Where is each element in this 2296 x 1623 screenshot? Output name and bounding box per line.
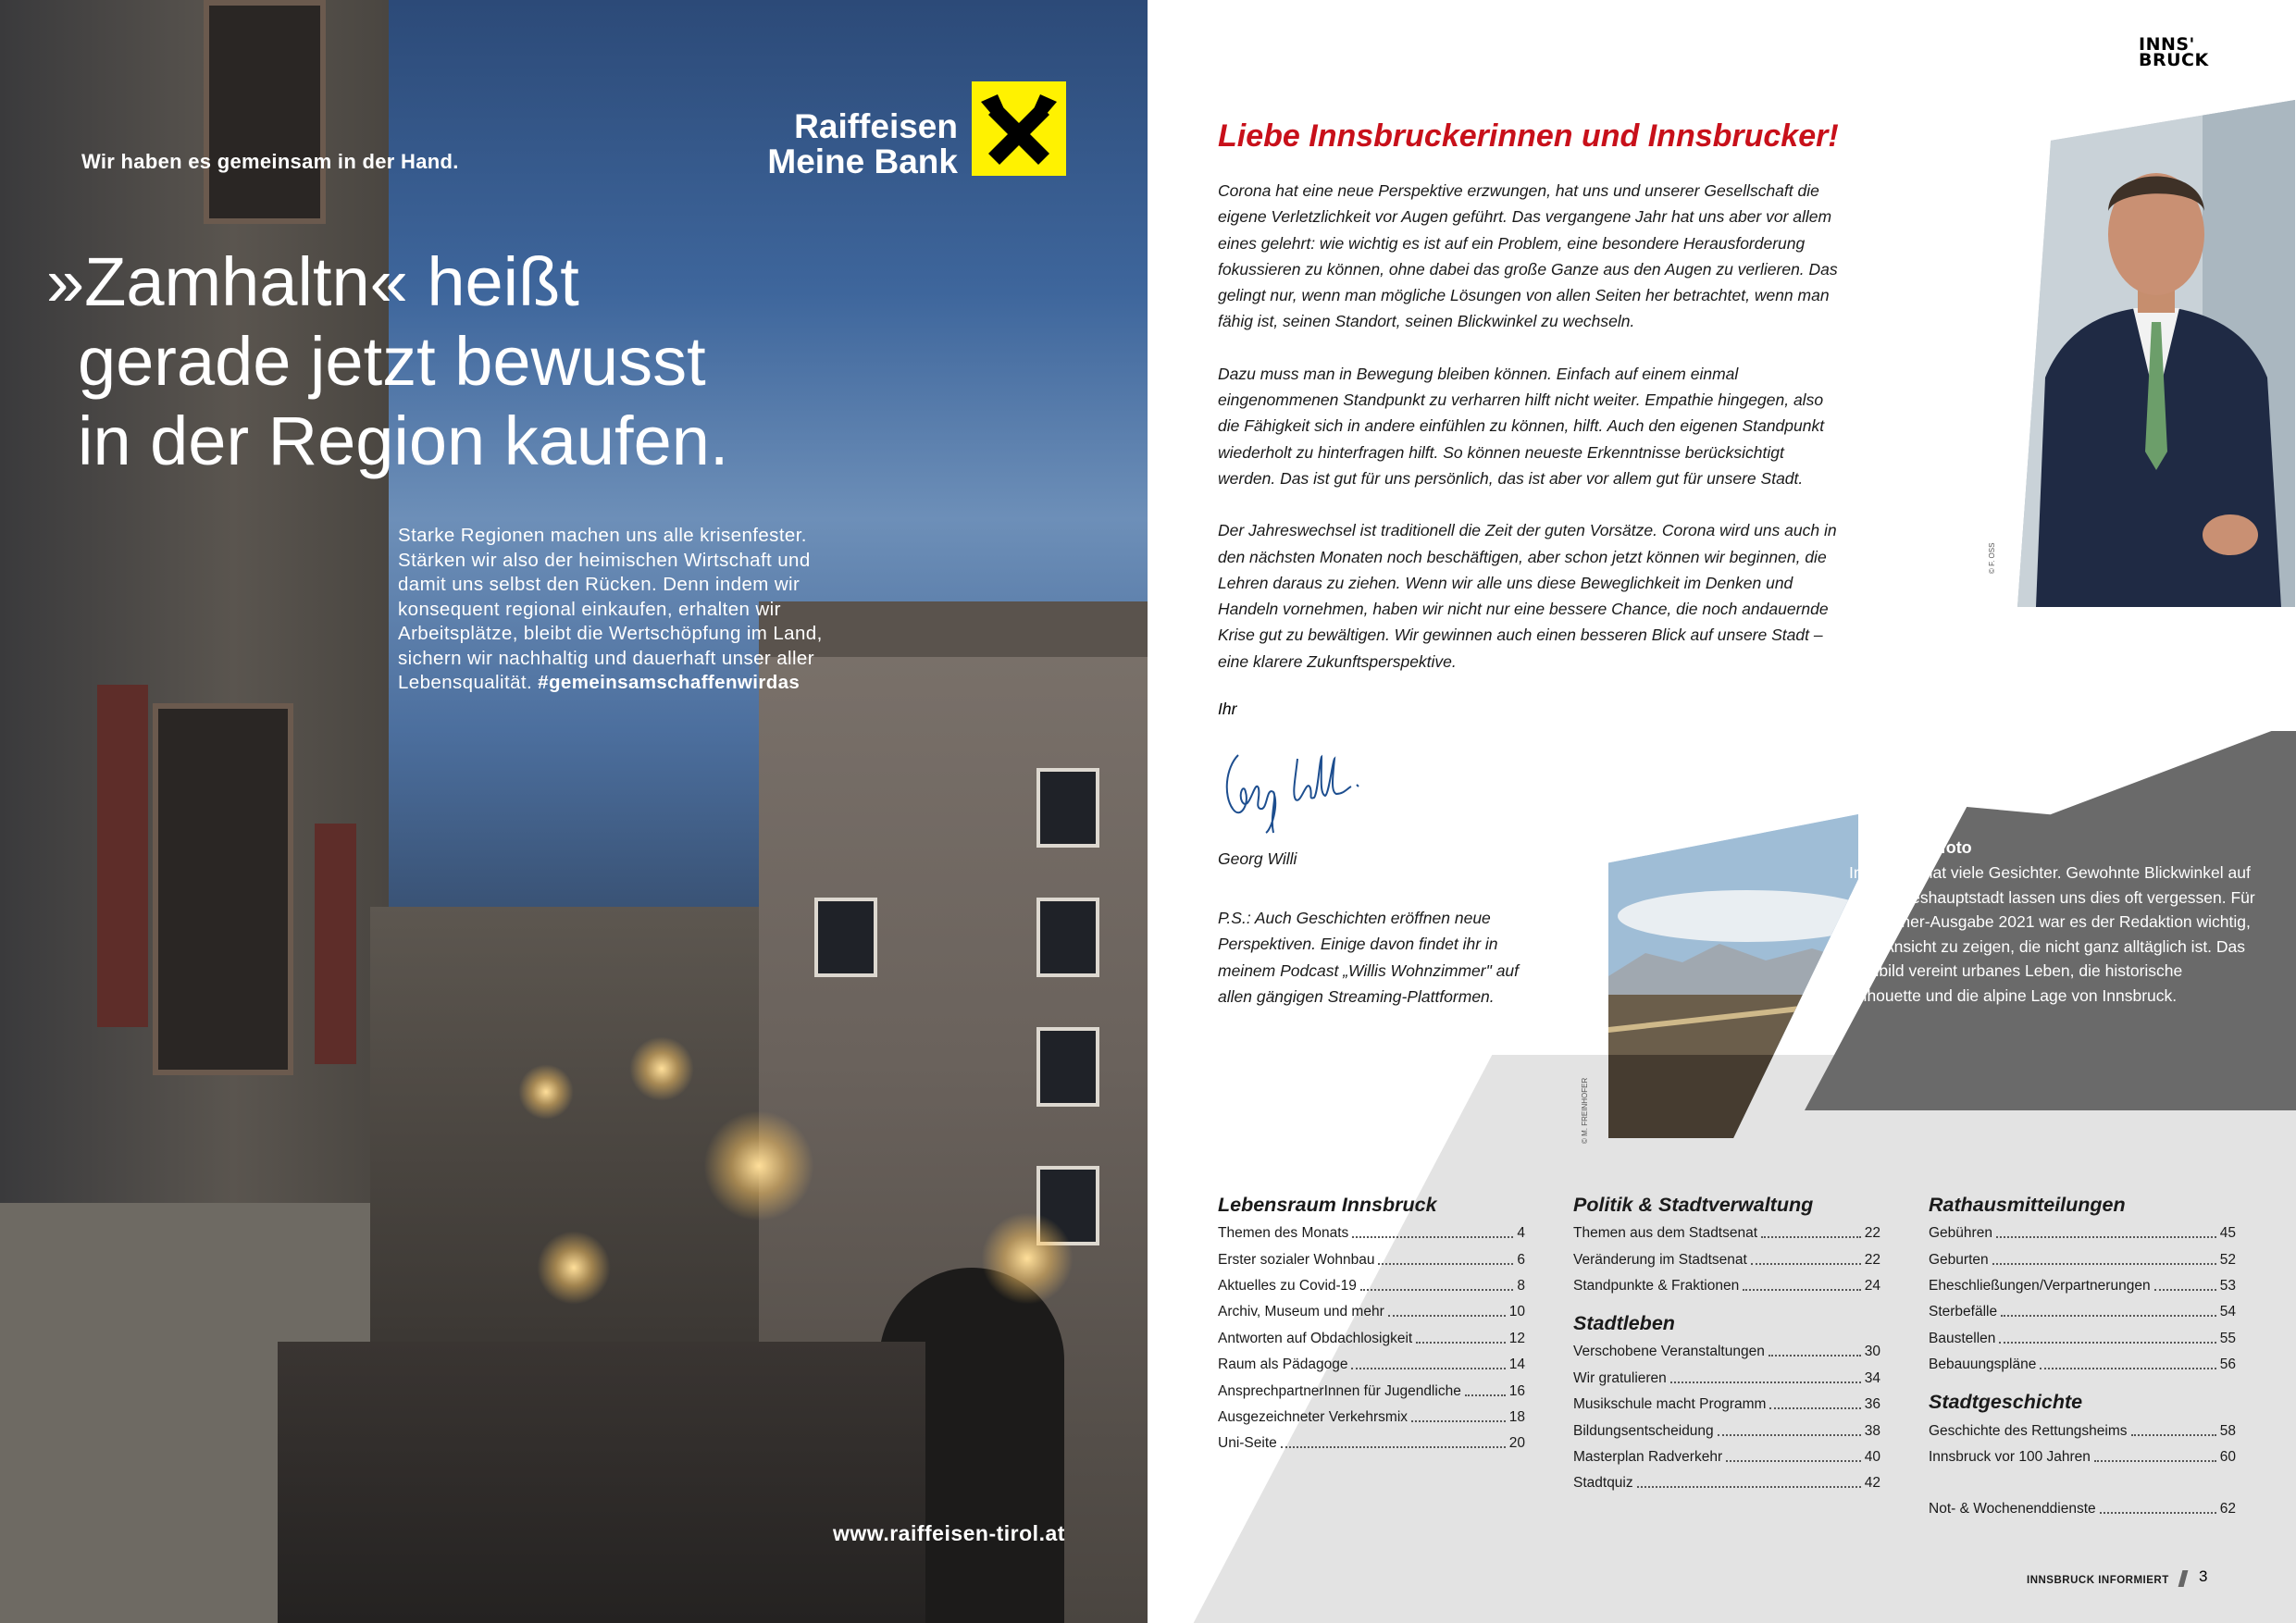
toc-entry-title: Not- & Wochenenddienste bbox=[1929, 1501, 2096, 1518]
letter-paragraph-1: Corona hat eine neue Perspektive erzwungen, hat uns und unserer Gesellschaft die eigene Verletzlichkeit vor Augen geführt. Das vergangene Jahr hat uns aber vor allem eines gelehrt: wie wichtig es ist auf ein Problem, eine besondere Herausforderung fokussieren zu können, ohne dabei das große Ganze aus den Augen zu verlieren. Das gelingt nur, wenn man mögliche Lösungen von allen Seiten her betrachtet, wenn man fähig ist, seinen Standort, seinen Blickwinkel zu wechseln. bbox=[1218, 181, 1838, 331]
toc-entry-leader bbox=[1388, 1315, 1506, 1317]
toc-entry[interactable] bbox=[1573, 1220, 1880, 1246]
toc-entry-title: Masterplan Radverkehr bbox=[1573, 1448, 1723, 1465]
toc-entry-leader bbox=[1769, 1407, 1860, 1409]
logo-line-1: Raiffeisen bbox=[794, 107, 958, 145]
toc-entry[interactable] bbox=[1218, 1431, 1525, 1456]
toc-entry-leader bbox=[1360, 1289, 1513, 1291]
toc-entry-leader bbox=[1281, 1446, 1506, 1448]
toc-entry-title: Eheschließungen/Verpartnerungen bbox=[1929, 1277, 2151, 1294]
toc-entry-leader bbox=[1992, 1263, 2216, 1265]
toc-entry-leader bbox=[1411, 1420, 1506, 1422]
toc-entry-leader bbox=[1416, 1342, 1506, 1344]
toc-entry-title: Antworten auf Obdachlosigkeit bbox=[1218, 1330, 1413, 1346]
toc-entry-title: Sterbefälle bbox=[1929, 1304, 1998, 1320]
toc-entry[interactable] bbox=[1573, 1418, 1880, 1443]
ad-tagline: Wir haben es gemeinsam in der Hand. bbox=[81, 150, 459, 173]
toc-entry-title: Innsbruck vor 100 Jahren bbox=[1929, 1448, 2091, 1465]
toc-entry-leader bbox=[1351, 1368, 1505, 1369]
toc-entry-page: 6 bbox=[1517, 1251, 1525, 1268]
toc-entry-leader bbox=[1465, 1394, 1506, 1396]
toc-entry[interactable] bbox=[1573, 1470, 1880, 1496]
toc-column-politik bbox=[1573, 1194, 1880, 1497]
ad-url-link[interactable]: www.raiffeisen-tirol.at bbox=[833, 1521, 1065, 1545]
toc-entry-leader bbox=[1999, 1342, 2215, 1344]
toc-entry-page: 45 bbox=[2219, 1225, 2236, 1242]
toc-entry-leader bbox=[1996, 1236, 2216, 1238]
toc-column-rathaus bbox=[1929, 1194, 2236, 1523]
logo-line-2: Meine Bank bbox=[767, 142, 958, 180]
toc-entry-title: Bildungsentscheidung bbox=[1573, 1422, 1714, 1439]
toc-entry-page: 54 bbox=[2219, 1304, 2236, 1320]
toc-entry[interactable] bbox=[1218, 1326, 1525, 1352]
toc-entry-leader bbox=[1769, 1355, 1861, 1357]
toc-entry-leader bbox=[2001, 1315, 2216, 1317]
headline-line-1: »Zamhaltn« heißt bbox=[46, 243, 579, 320]
ad-hashtag: #gemeinsamschaffenwirdas bbox=[538, 672, 800, 693]
raiffeisen-logo-text bbox=[754, 109, 958, 180]
toc-entry-title: Raum als Pädagoge bbox=[1218, 1357, 1348, 1373]
toc-entry[interactable] bbox=[1929, 1273, 2236, 1299]
toc-entry[interactable] bbox=[1218, 1273, 1525, 1299]
toc-entry[interactable] bbox=[1929, 1496, 2236, 1522]
toc-column-lebensraum bbox=[1218, 1194, 1525, 1457]
toc-entry-leader bbox=[2094, 1460, 2216, 1462]
toc-entry[interactable] bbox=[1218, 1246, 1525, 1272]
toc-entry[interactable] bbox=[1929, 1220, 2236, 1246]
toc-entry-page: 55 bbox=[2219, 1330, 2236, 1346]
toc-entry[interactable] bbox=[1573, 1392, 1880, 1418]
toc-entry-title: Geschichte des Rettungsheims bbox=[1929, 1422, 2128, 1439]
toc-entry-page: 16 bbox=[1508, 1382, 1525, 1399]
headline-line-3: in der Region kaufen. bbox=[78, 403, 729, 479]
wordmark-line-2: BRUCK bbox=[2139, 50, 2209, 70]
toc-entry[interactable] bbox=[1573, 1273, 1880, 1299]
toc-entry-title: Geburten bbox=[1929, 1251, 1989, 1268]
toc-entry-page: 42 bbox=[1864, 1475, 1880, 1492]
toc-entry-title: Themen aus dem Stadtsenat bbox=[1573, 1225, 1758, 1242]
toc-entry[interactable] bbox=[1218, 1352, 1525, 1378]
toc-entry-page: 40 bbox=[1864, 1448, 1880, 1465]
footer-slash bbox=[2178, 1570, 2188, 1587]
street-illustration bbox=[278, 1342, 925, 1623]
toc-entry-page: 4 bbox=[1517, 1225, 1525, 1242]
mayor-portrait-photo bbox=[2017, 100, 2295, 607]
toc-entry[interactable] bbox=[1218, 1299, 1525, 1325]
toc-entry-page: 8 bbox=[1517, 1277, 1525, 1294]
innsbruck-wordmark bbox=[2139, 34, 2209, 70]
toc-entry-page: 58 bbox=[2219, 1422, 2236, 1439]
ad-headline bbox=[46, 242, 728, 481]
toc-entry-leader bbox=[2154, 1289, 2216, 1291]
toc-entry-page: 36 bbox=[1864, 1396, 1880, 1413]
ad-body-text bbox=[398, 524, 842, 696]
toc-entry-leader bbox=[1352, 1236, 1513, 1238]
letter-paragraph-3: Der Jahreswechsel ist traditionell die Zeit der guten Vorsätze. Corona wird uns auch in den nächsten Monaten noch beschäftigen, aber schon jetzt können wir beginnen, die Lehren daraus zu ziehen. Wenn wir alle uns diese Beweglichkeit im Denken und Handeln vornehmen, haben wir nicht nur eine bessere Chance, die noch andauernde Krise gut zu bewältigen. Wir gewinnen auch einen besseren Blick auf unsere Stadt – eine klarere Zukunftsperspektive. bbox=[1218, 521, 1837, 671]
toc-entry[interactable] bbox=[1929, 1326, 2236, 1352]
page-footer bbox=[2027, 1570, 2197, 1586]
toc-entry[interactable] bbox=[1929, 1352, 2236, 1378]
toc-entry[interactable] bbox=[1218, 1405, 1525, 1431]
toc-entry-page: 60 bbox=[2219, 1448, 2236, 1465]
toc-entry-title: Uni-Seite bbox=[1218, 1435, 1277, 1452]
cover-photo-description: Innsbruck hat viele Gesichter. Gewohnte Blickwinkel auf die Landeshauptstadt lassen uns dies oft vergessen. Für die Jänner-Ausgabe 2021 war es der Redaktion wichtig, eine Ansicht zu zeigen, die nicht ganz alltäglich ist. Das Titelbild vereint urbanes Leben, die historische Silhouette und die alpine Lage von Innsbruck. bbox=[1849, 863, 2255, 1005]
toc-entry-leader bbox=[1637, 1486, 1861, 1488]
toc-entry[interactable] bbox=[1573, 1444, 1880, 1470]
letter-closing: Ihr bbox=[1218, 700, 1237, 718]
toc-entry-leader bbox=[1751, 1263, 1861, 1265]
toc-entry-title: Stadtquiz bbox=[1573, 1475, 1633, 1492]
cover-photo-heading: Das Titelfoto bbox=[1871, 838, 1972, 857]
toc-entry-page: 34 bbox=[1864, 1369, 1880, 1386]
portrait-credit: © F. OSS bbox=[1988, 542, 1996, 574]
wordmark-line-1: INNS' bbox=[2139, 34, 2195, 55]
toc-entry-page: 52 bbox=[2219, 1251, 2236, 1268]
toc-entry-title: Wir gratulieren bbox=[1573, 1369, 1667, 1386]
toc-entry[interactable] bbox=[1573, 1339, 1880, 1365]
toc-entry-leader bbox=[1761, 1236, 1861, 1238]
toc-entry-page: 30 bbox=[1864, 1344, 1880, 1360]
toc-entry[interactable] bbox=[1573, 1246, 1880, 1272]
toc-entry-page: 38 bbox=[1864, 1422, 1880, 1439]
footer-label: INNSBRUCK INFORMIERT bbox=[2027, 1575, 2169, 1586]
toc-heading-politik: Politik & Stadtverwaltung bbox=[1573, 1194, 1814, 1216]
toc-entry-title: Standpunkte & Fraktionen bbox=[1573, 1277, 1740, 1294]
toc-heading-stadtgeschichte: Stadtgeschichte bbox=[1929, 1391, 2083, 1414]
toc-entry-page: 18 bbox=[1508, 1408, 1525, 1425]
toc-entry-leader bbox=[2040, 1368, 2215, 1369]
ad-body-copy: Starke Regionen machen uns alle krisenfester. Stärken wir also der heimischen Wirtschaft und damit uns selbst den Rücken. Denn indem wir konsequent regional einkaufen, erhalten wir Arbeitsplätze, bleibt die Wertschöpfung im Land, sichern wir nachhaltig und dauerhaft unser aller Lebensqualität. bbox=[398, 525, 823, 693]
toc-entry-page: 12 bbox=[1508, 1330, 1525, 1346]
toc-entry[interactable] bbox=[1218, 1220, 1525, 1246]
toc-entry-page: 53 bbox=[2219, 1277, 2236, 1294]
toc-entry-leader bbox=[2131, 1434, 2216, 1436]
page-number: 3 bbox=[2199, 1567, 2208, 1585]
toc-entry-title: Bebauungspläne bbox=[1929, 1357, 2037, 1373]
toc-heading-stadtleben: Stadtleben bbox=[1573, 1312, 1675, 1335]
toc-entry-title: Archiv, Museum und mehr bbox=[1218, 1304, 1384, 1320]
toc-entry[interactable] bbox=[1929, 1299, 2236, 1325]
signature-name: Georg Willi bbox=[1218, 849, 1297, 868]
toc-entry-leader bbox=[2100, 1512, 2216, 1514]
letter-greeting: Liebe Innsbruckerinnen und Innsbrucker! bbox=[1218, 118, 1839, 154]
toc-heading-lebensraum: Lebensraum Innsbruck bbox=[1218, 1194, 1437, 1216]
toc-entry-leader bbox=[1726, 1460, 1861, 1462]
toc-entry-title: AnsprechpartnerInnen für Jugendliche bbox=[1218, 1382, 1461, 1399]
toc-entry-title: Verschobene Veranstaltungen bbox=[1573, 1344, 1765, 1360]
toc-entry[interactable] bbox=[1929, 1418, 2236, 1443]
toc-entry-page: 24 bbox=[1864, 1277, 1880, 1294]
toc-entry[interactable] bbox=[1929, 1444, 2236, 1470]
letter-paragraph-2: Dazu muss man in Bewegung bleiben können. Einfach auf einem einmal eingenommenen Standpunkt zu verharren hilft nicht weiter. Empathie hingegen, also die Fähigkeit sich in andere einfühlen zu können, hilft. Auch den eigenen Standpunkt wiederholt zu hinterfragen hilft. So können neueste Erkenntnisse berücksichtigt werden. Das ist gut für uns persönlich, das ist aber vor allem gut für unsere Stadt. bbox=[1218, 364, 1825, 488]
toc-entry[interactable] bbox=[1573, 1366, 1880, 1392]
toc-entry-title: Musikschule macht Programm bbox=[1573, 1396, 1767, 1413]
toc-entry-title: Themen des Monats bbox=[1218, 1225, 1349, 1242]
toc-entry-title: Veränderung im Stadtsenat bbox=[1573, 1251, 1747, 1268]
toc-entry[interactable] bbox=[1218, 1378, 1525, 1404]
toc-heading-rathaus: Rathausmitteilungen bbox=[1929, 1194, 2126, 1216]
toc-entry-title: Erster sozialer Wohnbau bbox=[1218, 1251, 1375, 1268]
raiffeisen-gable-cross-icon bbox=[972, 81, 1066, 176]
toc-entry-page: 56 bbox=[2219, 1357, 2236, 1373]
handwritten-signature bbox=[1218, 740, 1375, 847]
toc-entry-title: Ausgezeichneter Verkehrsmix bbox=[1218, 1408, 1409, 1425]
cover-photo-credit: © M. FREINHOFER bbox=[1581, 1077, 1589, 1144]
letter-postscript: P.S.: Auch Geschichten eröffnen neue Perspektiven. Einige davon findet ihr in meinem Podcast „Willis Wohnzimmer" auf allen gängigen Streaming-Plattformen. bbox=[1218, 909, 1520, 1006]
toc-entry-page: 10 bbox=[1508, 1304, 1525, 1320]
toc-entry-page: 22 bbox=[1864, 1251, 1880, 1268]
toc-entry-leader bbox=[1378, 1263, 1513, 1265]
toc-entry-leader bbox=[1743, 1289, 1861, 1291]
toc-entry-leader bbox=[1670, 1381, 1861, 1383]
toc-entry-title: Baustellen bbox=[1929, 1330, 1996, 1346]
toc-entry-page: 22 bbox=[1864, 1225, 1880, 1242]
headline-line-2: gerade jetzt bewusst bbox=[78, 323, 706, 400]
toc-entry[interactable] bbox=[1929, 1246, 2236, 1272]
letter-body bbox=[1218, 178, 1840, 700]
toc-entry-title: Aktuelles zu Covid-19 bbox=[1218, 1277, 1357, 1294]
toc-entry-page: 14 bbox=[1508, 1357, 1525, 1373]
toc-entry-page: 20 bbox=[1508, 1435, 1525, 1452]
toc-entry-page: 62 bbox=[2219, 1501, 2236, 1518]
toc-entry-title: Gebühren bbox=[1929, 1225, 1992, 1242]
toc-entry-leader bbox=[1718, 1434, 1861, 1436]
